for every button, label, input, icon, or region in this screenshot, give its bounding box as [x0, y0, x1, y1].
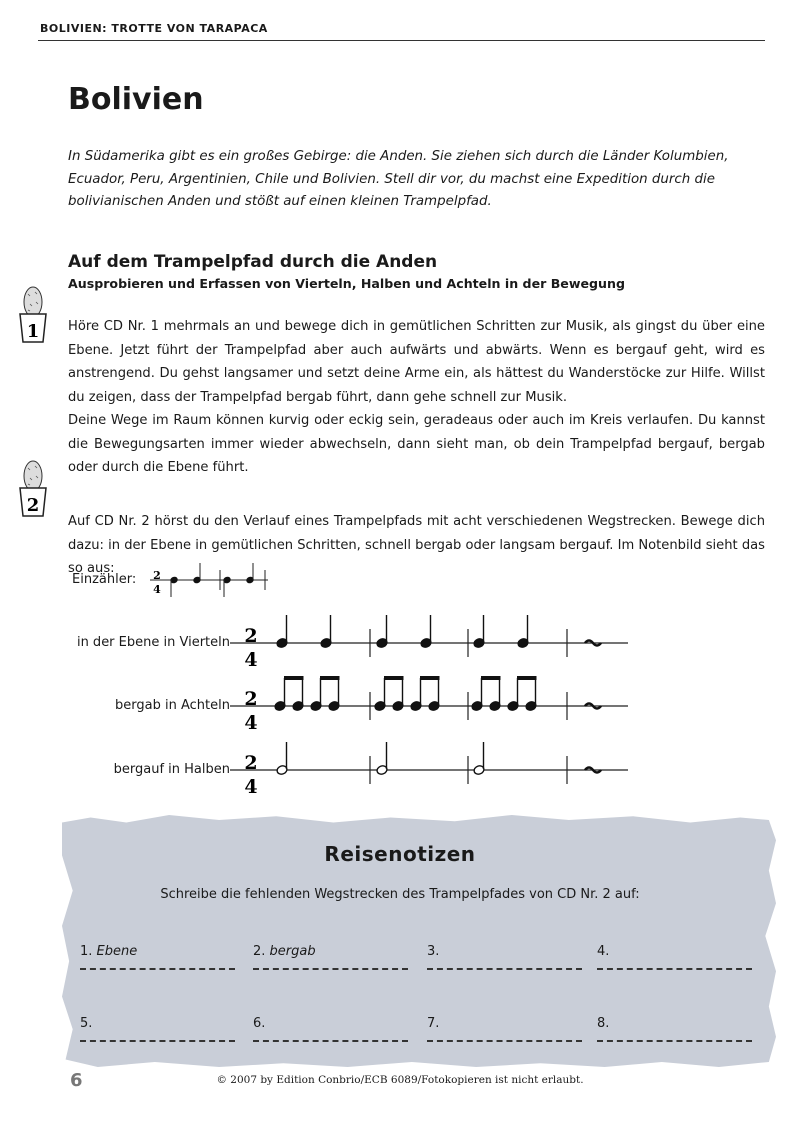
answer-label [597, 944, 752, 964]
beam [481, 676, 501, 680]
copyright: © 2007 by Edition Conbrio/ECB 6089/Fotokopieren ist nicht erlaubt. [216, 1074, 584, 1086]
answer-label [253, 1016, 408, 1036]
time-signature-top: 2 [244, 752, 258, 774]
time-signature-bottom: 4 [244, 776, 258, 798]
notes-box-title: Reisenotizen [324, 842, 476, 866]
answer-field-4[interactable] [597, 944, 752, 970]
beam [384, 676, 404, 680]
beam [320, 676, 340, 680]
paragraph-text: Deine Wege im Raum können kurvig oder eckig sein, geradeaus oder auch im Kreis verlaufen. Du kannst die Bewegungsarten immer wieder abwechseln, dann sieht man, ob dein Trampelpfad bergauf, bergab oder durch die Ebene führt. [68, 413, 765, 475]
answer-dashed-line [253, 1038, 408, 1042]
section-subheading: Ausprobieren und Erfassen von Vierteln, Halben und Achteln in der Bewegung [68, 276, 625, 291]
page-number: 6 [70, 1070, 83, 1091]
running-header: BOLIVIEN: TROTTE VON TARAPACA [40, 22, 268, 35]
time-signature-bottom: 4 [244, 649, 258, 671]
beam [517, 676, 537, 680]
answer-field-6[interactable] [253, 1016, 408, 1042]
answer-field-7[interactable] [427, 1016, 582, 1042]
answer-dashed-line [253, 966, 408, 970]
answer-field-5[interactable] [80, 1016, 235, 1042]
time-signature-bottom: 4 [244, 712, 258, 734]
answer-number: 5. [80, 1016, 93, 1031]
answer-value[interactable]: Ebene [96, 944, 138, 959]
answer-label [80, 944, 235, 964]
answer-number: 1. [80, 944, 93, 959]
row-label: bergab in Achteln [115, 698, 230, 713]
paragraph-track-1 [68, 315, 765, 480]
answer-dashed-line [597, 1038, 752, 1042]
track-number: 2 [26, 495, 40, 516]
time-signature-bottom: 4 [153, 583, 161, 596]
paragraph-text: Höre CD Nr. 1 mehrmals an und bewege dich in gemütlichen Schritten zur Musik, als gingst du über eine Ebene. Jetzt führt der Trampelpfad aber auch aufwärts und abwärts. Wenn es bergauf geht, wird es anstrengend. Du gehst langsamer und setzt deine Arme ein, als hättest du Wanderstöcke zur Hilfe. Willst du zeigen, dass der Trampelpfad bergab führt, dann gehe schnell zur Musik. [68, 319, 765, 405]
answer-field-3[interactable] [427, 944, 582, 970]
row-label: bergauf in Halben [113, 762, 230, 777]
answer-field-8[interactable] [597, 1016, 752, 1042]
answer-label [80, 1016, 235, 1036]
section-heading: Auf dem Trampelpfad durch die Anden [68, 252, 438, 272]
count-in-label: Einzähler: [72, 572, 137, 587]
header-rule [38, 40, 765, 41]
track-number: 1 [26, 321, 40, 342]
beam [284, 676, 304, 680]
answer-label [427, 1016, 582, 1036]
answer-field-2[interactable] [253, 944, 408, 970]
answer-number: 4. [597, 944, 610, 959]
row-label: in der Ebene in Vierteln [76, 635, 230, 650]
time-signature-top: 2 [244, 625, 258, 647]
beam [420, 676, 440, 680]
answer-number: 3. [427, 944, 440, 959]
answer-dashed-line [427, 966, 582, 970]
answer-number: 7. [427, 1016, 440, 1031]
paragraph-track-2: Auf CD Nr. 2 hörst du den Verlauf eines Trampelpfads mit acht verschiedenen Wegstrecken. Bewege dich dazu: in der Ebene in gemütlichen Schritten, schnell bergab oder langsam bergauf. Im Notenbild sieht das so aus: [68, 514, 765, 576]
answer-dashed-line [80, 1038, 235, 1042]
answer-label [253, 944, 408, 964]
answer-label [597, 1016, 752, 1036]
notes-box-instruction: Schreibe die fehlenden Wegstrecken des Trampelpfades von CD Nr. 2 auf: [160, 887, 640, 902]
answer-number: 8. [597, 1016, 610, 1031]
answer-value[interactable]: bergab [269, 944, 316, 959]
answer-dashed-line [80, 966, 235, 970]
answer-number: 6. [253, 1016, 266, 1031]
cactus-pot-icon [16, 284, 50, 344]
rhythm-notation [0, 550, 800, 800]
time-signature-top: 2 [244, 688, 258, 710]
cactus-pot-icon [16, 458, 50, 518]
answer-number: 2. [253, 944, 266, 959]
time-signature-top: 2 [153, 569, 161, 582]
answer-label [427, 944, 582, 964]
page-title: Bolivien [68, 82, 204, 117]
intro-text: In Südamerika gibt es ein großes Gebirge: die Anden. Sie ziehen sich durch die Länder Kolumbien, Ecuador, Peru, Argentinien, Chile und Bolivien. Stell dir vor, du machst eine Expedition durch die bolivianischen Anden und stößt auf einen kleinen Trampelpfad. [68, 149, 729, 209]
answer-field-1[interactable] [80, 944, 235, 970]
answer-dashed-line [427, 1038, 582, 1042]
answer-dashed-line [597, 966, 752, 970]
